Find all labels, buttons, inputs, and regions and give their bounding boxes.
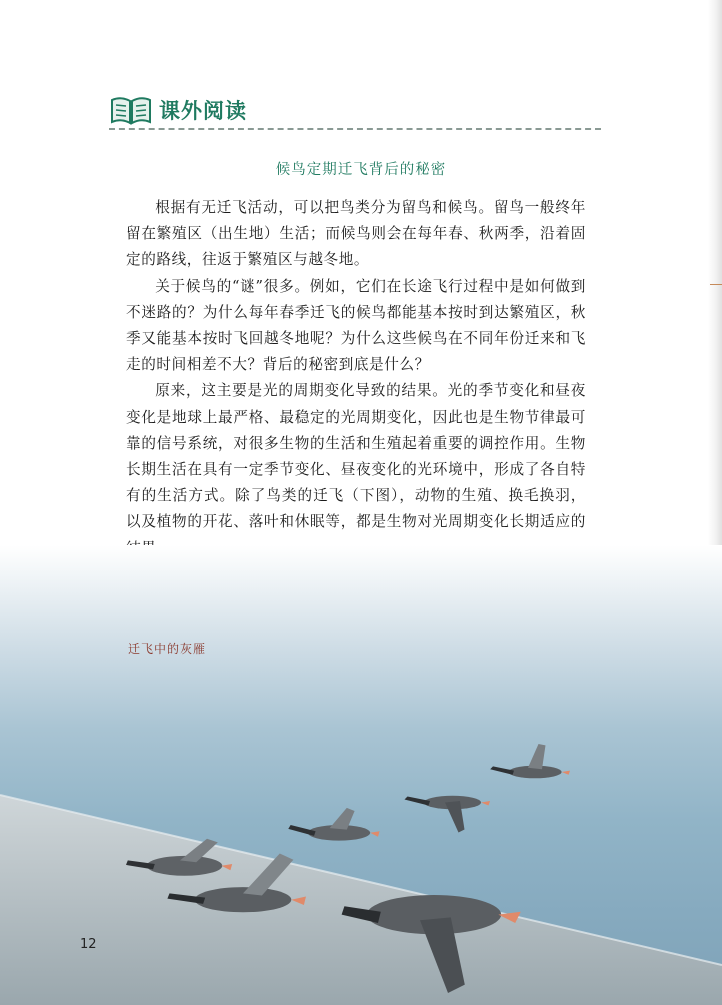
section-title: 课外阅读 (159, 99, 247, 123)
geese-photo (0, 545, 722, 1005)
paragraph: 原来，这主要是光的周期变化导致的结果。光的季节变化和昼夜变化是地球上最严格、最稳定的光周期变化，因此也是生物节律最可靠的信号系统，对很多生物的生活和生殖起着重要的调控作用。生物长期生活在具有一定季节变化、昼夜变化的光环境中，形成了各自特有的生活方式。除了鸟类的迁飞（下图），动物的生殖、换毛换羽，以及植物的开花、落叶和休眠等，都是生物对光周期变化长期适应的 (126, 382, 586, 531)
article-title: 候鸟定期迁飞背后的秘密 (275, 162, 447, 178)
page-binding-shadow (708, 0, 722, 560)
shoreline (0, 795, 722, 1005)
article-body (126, 195, 586, 562)
section-header (109, 93, 247, 127)
page-number: 12 (80, 937, 97, 952)
goose (288, 808, 379, 841)
goose (405, 796, 491, 833)
paragraph: 根据有无迁飞活动，可以把鸟类分为留鸟和候鸟。留鸟一般终年留在繁殖区（出生地）生活；而候鸟则会在每年春、秋两季，沿着固定的路线，往返于繁殖区与越冬地。 (126, 199, 586, 269)
figure-caption: 迁飞中的灰雁 (128, 642, 207, 656)
edge-marker (710, 284, 722, 285)
header-divider (109, 128, 601, 130)
open-book-icon (109, 94, 153, 126)
goose (490, 744, 570, 778)
paragraph: 关于候鸟的“谜”很多。例如，它们在长途飞行过程中是如何做到不迷路的？为什么每年春季迁飞的候鸟都能基本按时到达繁殖区，秋季又能基本按时飞回越冬地呢？为什么这些候鸟在不同年份迁来和飞走的时间相差不大？背后的秘密到底是什么？ (126, 277, 586, 374)
